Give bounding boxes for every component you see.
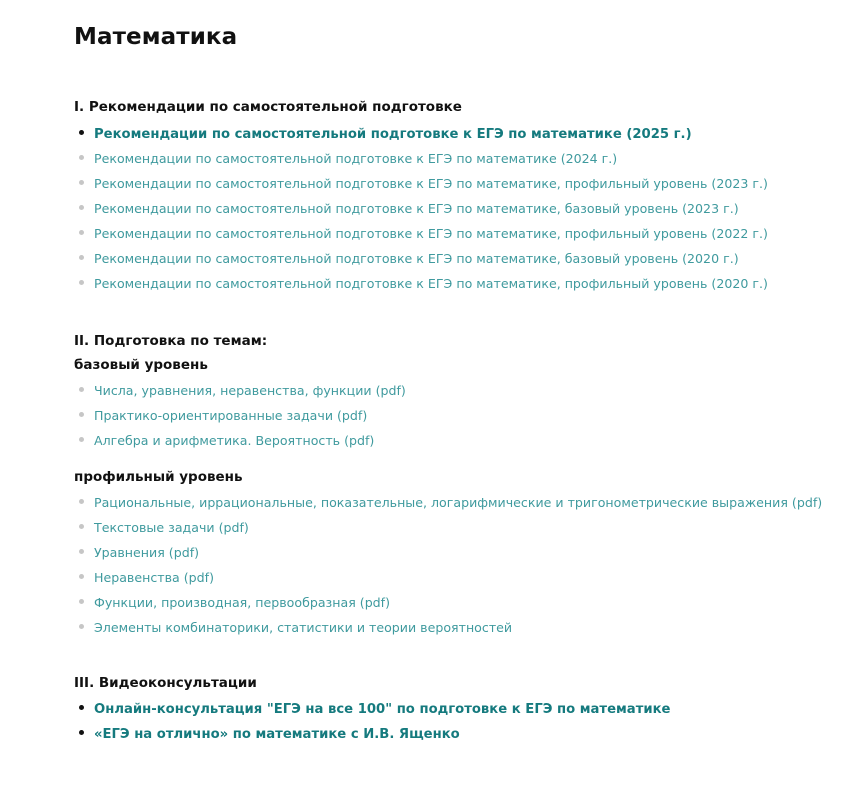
section-title: III. Видеоконсультации [74, 675, 257, 691]
video-link-online-consultation[interactable]: Онлайн-консультация "ЕГЭ на все 100" по подготовке к ЕГЭ по математике [94, 702, 671, 717]
list-item [74, 589, 834, 614]
topic-link[interactable]: Функции, производная, первообразная (pdf) [94, 595, 391, 610]
recommendation-link-2023-profile[interactable]: Рекомендации по самостоятельной подготовке к ЕГЭ по математике, профильный уровень (2023 г.) [94, 176, 768, 191]
list-item [74, 564, 834, 589]
bullet-icon [79, 524, 84, 529]
topic-link[interactable]: Уравнения (pdf) [94, 545, 200, 560]
section-title: II. Подготовка по темам: [74, 333, 268, 349]
section-video-consultations [74, 675, 834, 745]
list-item [74, 539, 834, 564]
recommendation-link-2020-profile[interactable]: Рекомендации по самостоятельной подготовке к ЕГЭ по математике, профильный уровень (2020 г.) [94, 276, 768, 291]
recommendation-link-2024[interactable]: Рекомендации по самостоятельной подготовке к ЕГЭ по математике (2024 г.) [94, 151, 618, 166]
topic-link[interactable]: Текстовые задачи (pdf) [94, 520, 249, 535]
list-item [74, 245, 834, 270]
list-item [74, 170, 834, 195]
page-title: Математика [74, 24, 238, 50]
bullet-icon [79, 155, 84, 160]
list-item [74, 145, 834, 170]
list-item [74, 120, 834, 145]
list-item [74, 377, 834, 402]
bullet-icon [79, 255, 84, 260]
bullet-icon [79, 499, 84, 504]
bullet-icon [79, 205, 84, 210]
profile-topics-list [74, 489, 834, 639]
subsection-title-profile: профильный уровень [74, 469, 243, 485]
list-item [74, 402, 834, 427]
topic-link[interactable]: Алгебра и арифметика. Вероятность (pdf) [94, 433, 375, 448]
section-topics [74, 333, 834, 639]
list-item [74, 614, 834, 639]
topic-link[interactable]: Рациональные, иррациональные, показательные, логарифмические и тригонометрические выражения (pdf) [94, 495, 823, 510]
bullet-icon [79, 437, 84, 442]
topic-link[interactable]: Практико-ориентированные задачи (pdf) [94, 408, 368, 423]
subsection-title-basic: базовый уровень [74, 357, 208, 373]
bullet-icon [79, 180, 84, 185]
bullet-icon [79, 230, 84, 235]
bullet-icon [79, 280, 84, 285]
list-item [74, 489, 834, 514]
bullet-icon [79, 549, 84, 554]
recommendations-list [74, 120, 834, 295]
recommendation-link-2020-basic[interactable]: Рекомендации по самостоятельной подготовке к ЕГЭ по математике, базовый уровень (2020 г.) [94, 251, 739, 266]
list-item [74, 220, 834, 245]
list-item [74, 514, 834, 539]
bullet-icon [79, 730, 84, 735]
list-item [74, 720, 834, 745]
bullet-icon [79, 574, 84, 579]
list-item [74, 427, 834, 452]
bullet-icon [79, 599, 84, 604]
basic-topics-list [74, 377, 834, 452]
section-title: I. Рекомендации по самостоятельной подготовке [74, 99, 462, 115]
recommendation-link-2022-profile[interactable]: Рекомендации по самостоятельной подготовке к ЕГЭ по математике, профильный уровень (2022 г.) [94, 226, 768, 241]
list-item [74, 195, 834, 220]
recommendation-link-2023-basic[interactable]: Рекомендации по самостоятельной подготовке к ЕГЭ по математике, базовый уровень (2023 г.) [94, 201, 739, 216]
bullet-icon [79, 130, 84, 135]
list-item [74, 270, 834, 295]
bullet-icon [79, 412, 84, 417]
bullet-icon [79, 705, 84, 710]
bullet-icon [79, 624, 84, 629]
list-item [74, 695, 834, 720]
section-recommendations [74, 99, 834, 295]
video-link-yashchenko[interactable]: «ЕГЭ на отлично» по математике с И.В. Ященко [94, 727, 460, 742]
topic-link[interactable]: Элементы комбинаторики, статистики и теории вероятностей [94, 620, 513, 635]
topic-link[interactable]: Числа, уравнения, неравенства, функции (pdf) [94, 383, 406, 398]
recommendation-link-2025[interactable]: Рекомендации по самостоятельной подготовке к ЕГЭ по математике (2025 г.) [94, 127, 692, 142]
bullet-icon [79, 387, 84, 392]
topic-link[interactable]: Неравенства (pdf) [94, 570, 214, 585]
video-list [74, 695, 834, 745]
